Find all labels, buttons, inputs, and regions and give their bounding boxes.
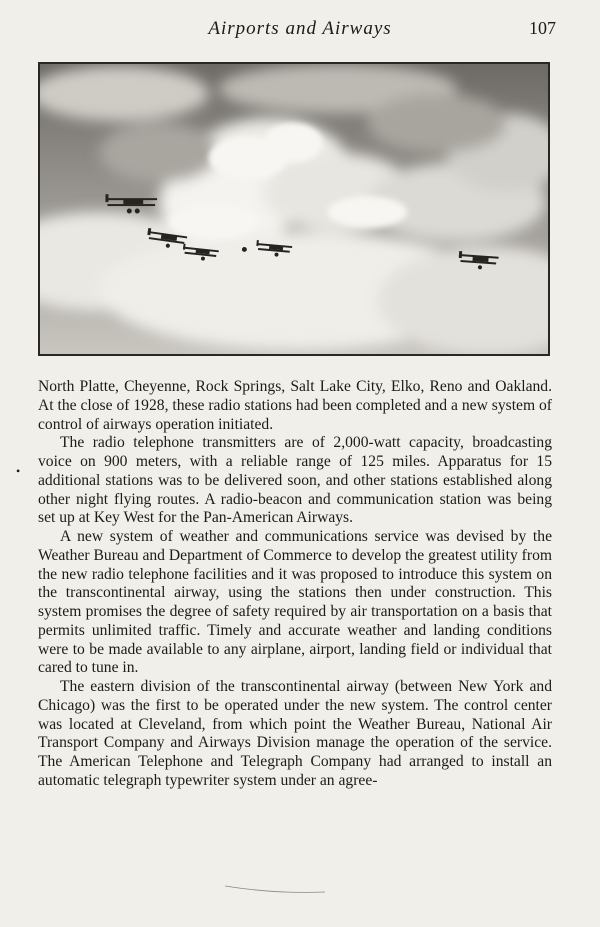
page-title: Airports and Airways bbox=[208, 18, 392, 39]
smudge-mark bbox=[225, 882, 325, 896]
paragraph: The radio telephone transmitters are of 2,000-watt capacity, broadcasting voice on 900 meters, with a reliable range of 125 miles. Apparatus for 15 additional stations was to be delivered soon, and other stations established along other night flying routes. A radio-beacon and communication station was being set up at Key West for the Pan-American Airways. bbox=[38, 434, 552, 527]
distant-airplane-icon bbox=[242, 247, 246, 251]
body-text bbox=[38, 378, 552, 791]
paragraph: The eastern division of the transcontinental airway (between New York and Chicago) was the first to be operated under the new system. The control center was located at Cleveland, from which point the Weather Bureau, National Air Transport Company and Airways Division manage the operation of the service. The American Telephone and Telegraph Company had arranged to install an automatic telegraph typewriter system under an agree- bbox=[38, 678, 552, 789]
margin-mark: • bbox=[16, 464, 21, 478]
paragraph: A new system of weather and communications service was devised by the Weather Bureau and Department of Commerce to develop the greatest utility from the new radio telephone facilities and it was proposed to introduce this system on the transcontinental airway, using the stations then under construction. This system promises the degree of safety required by air transportation on a basis that permits unlimited traffic. Timely and accurate weather and landing conditions were to be made available to any airplane, airport, landing field or individual that cared to tune in. bbox=[38, 528, 552, 677]
page-number: 107 bbox=[529, 18, 556, 38]
paragraph: North Platte, Cheyenne, Rock Springs, Salt Lake City, Elko, Reno and Oakland. At the close of 1928, these radio stations had been completed and a new system of control of airways operation initiated. bbox=[38, 378, 552, 433]
airplane-formation-photo bbox=[38, 62, 550, 356]
running-head bbox=[0, 18, 600, 44]
